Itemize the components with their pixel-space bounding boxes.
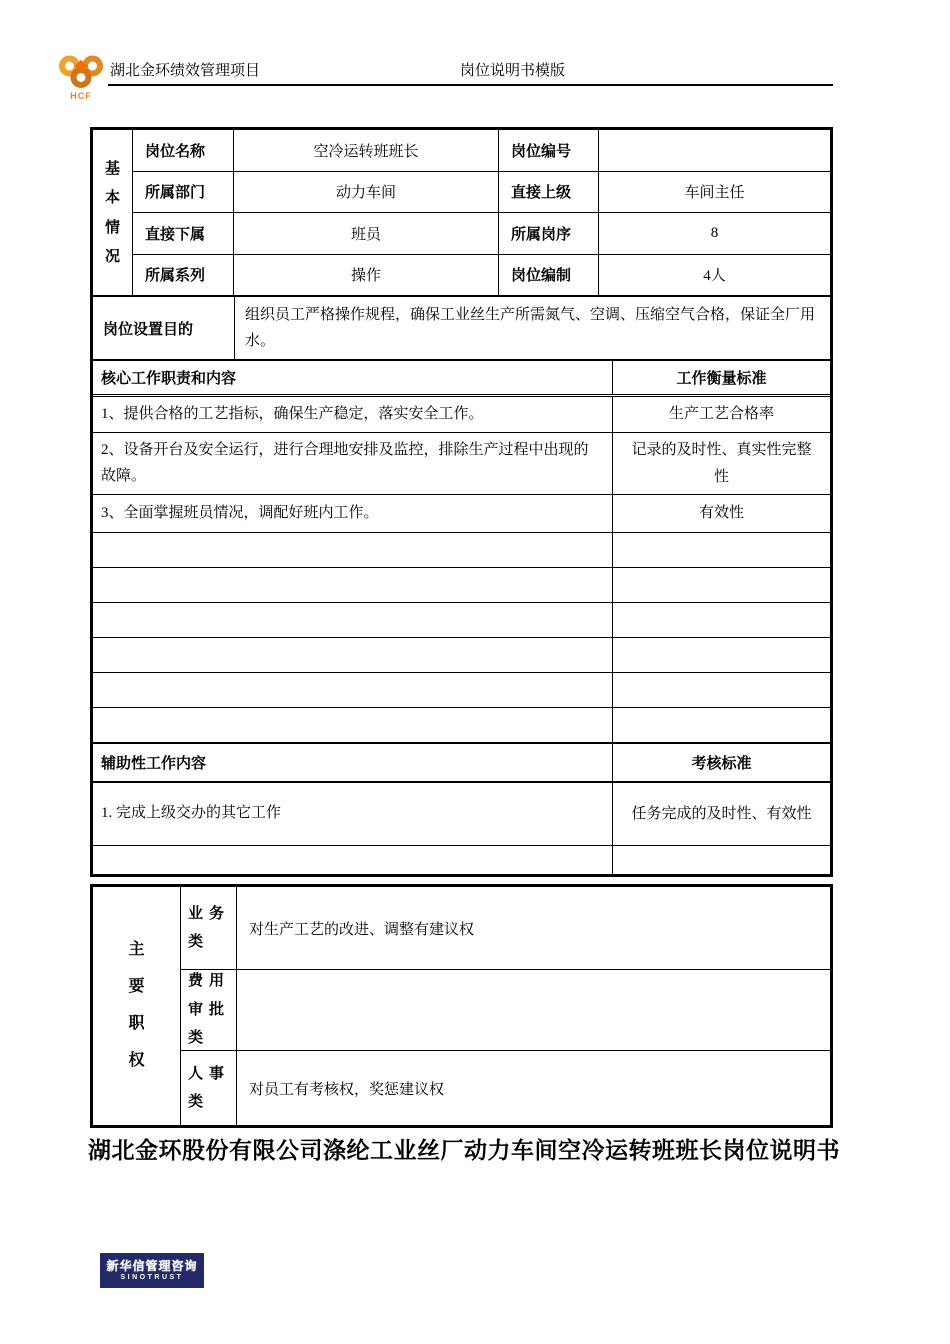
empty-cell xyxy=(613,673,830,707)
document-header xyxy=(58,44,833,101)
field-value: 车间主任 xyxy=(684,185,745,202)
empty-cell xyxy=(93,533,613,567)
auxiliary-row xyxy=(93,783,830,846)
authority-content xyxy=(237,970,830,1050)
measure-text: 记录的及时性、真实性完整性 xyxy=(631,441,812,485)
measure-text: 生产工艺合格率 xyxy=(668,406,774,422)
empty-row xyxy=(93,708,830,744)
authority-category xyxy=(181,887,237,969)
authority-rows xyxy=(181,887,830,1125)
field-label: 岗位编号 xyxy=(499,130,599,171)
table-row xyxy=(133,255,830,296)
empty-row xyxy=(93,673,830,708)
company-logo xyxy=(58,44,104,101)
authority-strip xyxy=(93,887,181,1125)
authority-content: 对生产工艺的改进、调整有建议权 xyxy=(249,921,475,938)
header-underline xyxy=(108,44,833,86)
field-value xyxy=(599,130,830,171)
field-value: 班员 xyxy=(234,213,499,254)
sinotrust-logo-chinese: 新华信管理咨询 xyxy=(106,1258,198,1273)
empty-cell xyxy=(613,568,830,602)
empty-cell xyxy=(613,638,830,672)
duty-text: 1、提供合格的工艺指标，确保生产稳定，落实安全工作。 xyxy=(93,397,613,432)
purpose-row xyxy=(93,297,830,359)
empty-cell xyxy=(613,846,830,874)
authority-row xyxy=(181,970,830,1051)
duty-row xyxy=(93,433,830,495)
authority-category xyxy=(181,970,237,1050)
core-duties-title: 核心工作职责和内容 xyxy=(93,361,613,394)
auxiliary-header xyxy=(93,744,830,783)
duty-text: 2、设备开台及安全运行，进行合理地安排及监控，排除生产过程中出现的故障。 xyxy=(93,433,613,494)
work-measure-title: 工作衡量标准 xyxy=(676,370,767,387)
basic-info-section xyxy=(93,130,830,297)
basic-info-vertical-label: 基本情况 xyxy=(104,160,120,265)
empty-row xyxy=(93,603,830,638)
authority-category xyxy=(181,1051,237,1125)
authority-category-label: 人事类 xyxy=(188,1064,231,1110)
table-row xyxy=(133,213,830,255)
document-footer-title: 湖北金环股份有限公司涤纶工业丝厂动力车间空冷运转班班长岗位说明书 xyxy=(88,1137,840,1163)
duty-row xyxy=(93,495,830,533)
empty-cell xyxy=(93,568,613,602)
doc-type-label: 岗位说明书模版 xyxy=(460,63,566,79)
auxiliary-title: 辅助性工作内容 xyxy=(93,744,613,781)
field-label: 所属岗序 xyxy=(499,213,599,254)
empty-duty-rows xyxy=(93,533,830,744)
empty-cell xyxy=(93,603,613,637)
basic-info-rows xyxy=(133,130,830,295)
field-label: 直接下属 xyxy=(133,213,234,254)
purpose-text xyxy=(235,297,830,359)
empty-cell xyxy=(613,533,830,567)
sinotrust-logo xyxy=(100,1253,204,1288)
authority-row xyxy=(181,887,830,970)
field-label: 直接上级 xyxy=(499,172,599,213)
empty-row xyxy=(93,568,830,603)
duty-row xyxy=(93,397,830,433)
sinotrust-logo-latin: SINOTRUST xyxy=(120,1274,184,1282)
empty-row xyxy=(93,846,830,874)
authority-table xyxy=(90,884,833,1128)
empty-row xyxy=(93,638,830,673)
table-row xyxy=(133,130,830,172)
field-value: 动力车间 xyxy=(234,172,499,213)
logo-hcf-label: HCF xyxy=(70,91,92,101)
duty-text: 1. 完成上级交办的其它工作 xyxy=(93,783,613,845)
authority-category-label: 业务类 xyxy=(188,904,231,950)
empty-row xyxy=(93,533,830,568)
measure-text: 任务完成的及时性、有效性 xyxy=(631,805,812,822)
empty-cell xyxy=(613,603,830,637)
purpose-text-content: 组织员工严格操作规程，确保工业丝生产所需氮气、空调、压缩空气合格，保证全厂用水。 xyxy=(245,306,816,349)
field-value: 8 xyxy=(710,224,719,241)
authority-content: 对员工有考核权，奖惩建议权 xyxy=(249,1081,445,1098)
field-value: 空冷运转班班长 xyxy=(234,130,499,171)
field-label: 所属系列 xyxy=(133,255,234,296)
authority-row xyxy=(181,1051,830,1125)
empty-cell xyxy=(93,638,613,672)
purpose-label: 岗位设置目的 xyxy=(93,297,235,359)
job-description-table xyxy=(90,127,833,877)
basic-info-strip xyxy=(93,130,133,295)
authority-vertical-label: 主要职权 xyxy=(128,941,145,1069)
field-value: 4人 xyxy=(703,268,726,285)
measure-text: 有效性 xyxy=(698,505,744,521)
assess-standard-title: 考核标准 xyxy=(691,755,752,772)
field-label: 所属部门 xyxy=(133,172,234,213)
field-value: 操作 xyxy=(234,255,499,296)
field-label: 岗位名称 xyxy=(133,130,234,171)
empty-cell xyxy=(93,708,613,742)
empty-cell xyxy=(613,708,830,742)
empty-cell xyxy=(93,846,613,874)
table-row xyxy=(133,172,830,214)
field-label: 岗位编制 xyxy=(499,255,599,296)
core-duties-header xyxy=(93,359,830,397)
project-title: 湖北金环绩效管理项目 xyxy=(110,63,261,79)
duty-text: 3、全面掌握班员情况，调配好班内工作。 xyxy=(93,495,613,532)
empty-cell xyxy=(93,673,613,707)
authority-category-label: 费用审批类 xyxy=(188,972,231,1047)
hcf-flower-logo-icon xyxy=(59,44,103,88)
